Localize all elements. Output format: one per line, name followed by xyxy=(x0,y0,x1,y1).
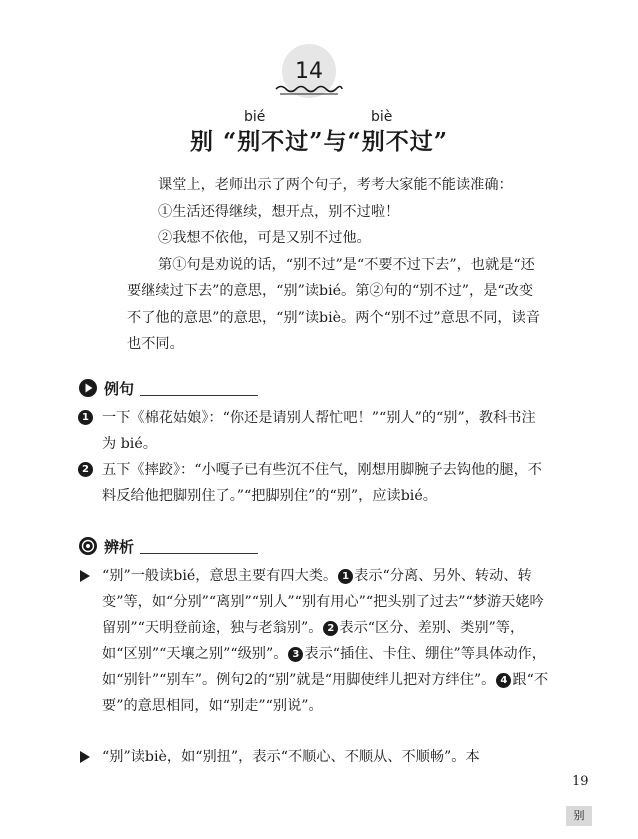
chapter-number: 14 xyxy=(295,58,323,84)
analysis-number-1: 1 xyxy=(338,569,353,584)
analysis-paragraph-2: “别”读biè，如“别扭”，表示“不顺心、不顺从、不顺畅”。本 xyxy=(102,749,480,765)
analysis-p1-b: 表示“分离、另外、转动、转变”等，如“分别”“离别”“别人”“别有用心”“把头别了过去”“梦游天姥吟留别”“天明登前途，独与老翁别”。 xyxy=(102,568,544,636)
example-text-1: 一下《棉花姑娘》：“你还是请别人帮忙吧！”“别人”的“别”，教科书注为 bié。 xyxy=(102,410,536,452)
title-pinyin-right: biè xyxy=(371,109,393,125)
analysis-paragraph-1 xyxy=(102,563,548,719)
analysis-item-2 xyxy=(78,744,548,770)
analysis-item-1 xyxy=(78,563,548,719)
chapter-wave-ornament xyxy=(274,83,344,97)
flower-circle-icon xyxy=(78,536,98,556)
intro-sentence-2: ②我想不依他，可是又别不过他。 xyxy=(158,230,371,246)
examples-heading-rule xyxy=(140,395,258,396)
analysis-p1-a: “别”一般读bié，意思主要有四大类。 xyxy=(102,568,338,584)
analysis-section-header xyxy=(78,535,258,557)
page-number: 19 xyxy=(572,774,589,789)
intro-lead-text: 课堂上，老师出示了两个句子，考考大家能不能读准确： xyxy=(158,177,513,193)
example-marker-1: 1 xyxy=(78,410,93,425)
analysis-heading-rule xyxy=(140,553,258,554)
analysis-number-3: 3 xyxy=(288,647,303,662)
triangle-bullet-icon xyxy=(80,751,90,763)
example-item xyxy=(78,457,548,509)
analysis-p1-e: 跟“不要”的意思相同，如“别走”“别说”。 xyxy=(102,672,549,714)
play-circle-icon xyxy=(78,378,98,398)
examples-heading: 例句 xyxy=(104,379,135,398)
analysis-heading: 辨析 xyxy=(104,537,135,556)
title-pinyin-left: bié xyxy=(244,109,266,125)
page-title: 别 “别不过”与“别不过” xyxy=(190,128,448,155)
analysis-p1-c: 表示“区分、差别、类别”等，如“区别”“天壤之别”“级别”。 xyxy=(102,620,525,662)
example-marker-2: 2 xyxy=(78,462,93,477)
intro-explanation: 第①句是劝说的话，“别不过”是“不要不过下去”，也就是“还要继续过下去”的意思，“别”读bié。第②句的“别不过”，是“改变不了他的意思”的意思，“别”读biè。两个“别不过”意思不同，读音也不同。 xyxy=(127,256,540,352)
intro-lead xyxy=(127,172,547,358)
examples-section-header xyxy=(78,377,258,399)
example-text-2: 五下《摔跤》：“小嘎子已有些沉不住气，刚想用脚腕子去钩他的腿，不料反给他把脚别住了。”“把脚别住”的“别”，应读bié。 xyxy=(102,462,542,504)
side-tab: 别 xyxy=(566,806,592,826)
analysis-p1-d: 表示“插住、卡住、绷住”等具体动作，如“别针”“别车”。例句2的“别”就是“用脚使绊儿把对方绊住”。 xyxy=(102,646,546,688)
example-item xyxy=(78,405,548,457)
analysis-number-2: 2 xyxy=(323,621,338,636)
intro-sentence-1: ①生活还得继续，想开点，别不过啦！ xyxy=(158,203,400,220)
analysis-number-4: 4 xyxy=(496,673,511,688)
triangle-bullet-icon xyxy=(80,570,90,582)
